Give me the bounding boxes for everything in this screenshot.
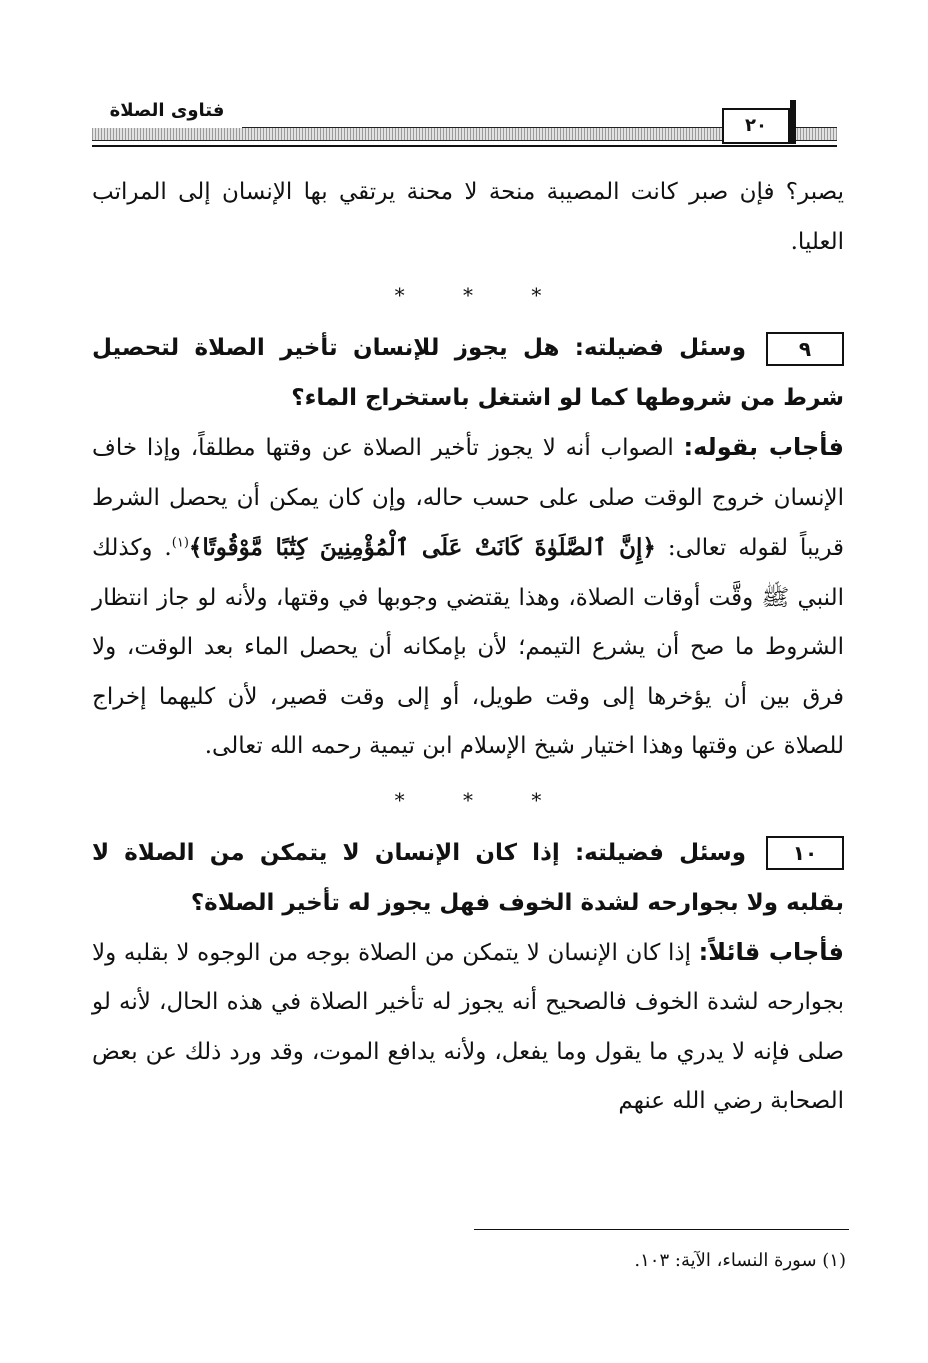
question-number-box: ١٠ — [766, 836, 844, 870]
section-separator: * * * — [394, 283, 568, 307]
answer-label: فأجاب قائلاً: — [698, 937, 845, 966]
footnote-divider — [474, 1229, 849, 1230]
section-separator: * * * — [394, 787, 568, 812]
page-number-marker — [790, 100, 796, 144]
footnote: (١) سورة النساء، الآية: ١٠٣. — [634, 1250, 846, 1271]
question-text: وسئل فضيلته: إذا كان الإنسان لا يتمكن من الصلاة لا بقلبه ولا بجوارحه لشدة الخوف فهل يجوز له تأخير الصلاة؟ — [92, 839, 844, 916]
book-title: فتاوى الصلاة — [92, 94, 242, 128]
main-text — [92, 168, 844, 1127]
answer-9 — [92, 423, 844, 772]
question-9 — [92, 323, 844, 423]
question-number-box: ٩ — [766, 332, 844, 366]
footnote-reference: (١) — [171, 535, 189, 551]
answer-label: فأجاب بقوله: — [683, 433, 844, 461]
intro-paragraph: يصبر؟ فإن صبر كانت المصيبة منحة لا محنة يرتقي بها الإنسان إلى المراتب العليا. — [92, 179, 844, 255]
answer-10 — [92, 928, 844, 1127]
question-10 — [92, 828, 844, 928]
header-rule — [92, 145, 837, 147]
answer-text: إذا كان الإنسان لا يتمكن من الصلاة بوجه من الوجوه لا بقلبه ولا بجوارحه لشدة الخوف فالصحيح أنه يجوز له تأخير الصلاة في هذه الحال، لأنه لو صلى فإنه لا يدري ما يقول وما يفعل، ولأنه يدافع الموت، وقد ورد ذلك عن بعض الصحابة رضي الله عنهم — [92, 939, 844, 1114]
answer-text-continued: . وكذلك النبي ﷺ وقَّت أوقات الصلاة، وهذا يقتضي وجوبها في وقتها، ولأنه لو جاز انتظار الشروط ما صح أن يشرع التيمم؛ لأن بإمكانه أن يحصل الماء بعد الوقت، ولا فرق بين أن يؤخرها إلى وقت طويل، أو إلى وقت قصير، لأن كليهما إخراج للصلاة عن وقتها وهذا اختيار شيخ الإسلام ابن تيمية رحمه الله تعالى. — [92, 535, 844, 759]
quran-verse: ﴿إِنَّ ٱلصَّلَوٰةَ كَانَتْ عَلَى ٱلْمُؤْمِنِينَ كِتَٰبًا مَّوْقُوتًا﴾ — [188, 534, 656, 561]
page-number: ٢٠ — [722, 108, 790, 144]
answer-text: الصواب أنه لا يجوز تأخير الصلاة عن وقتها مطلقاً، وإذا خاف الإنسان خروج الوقت صلى على حسب حاله، وإن كان يمكن أن يحصل الشرط قريباً لقوله تعالى: — [92, 435, 845, 561]
question-text: وسئل فضيلته: هل يجوز للإنسان تأخير الصلاة لتحصيل شرط من شروطها كما لو اشتغل باستخراج الماء؟ — [92, 335, 844, 411]
